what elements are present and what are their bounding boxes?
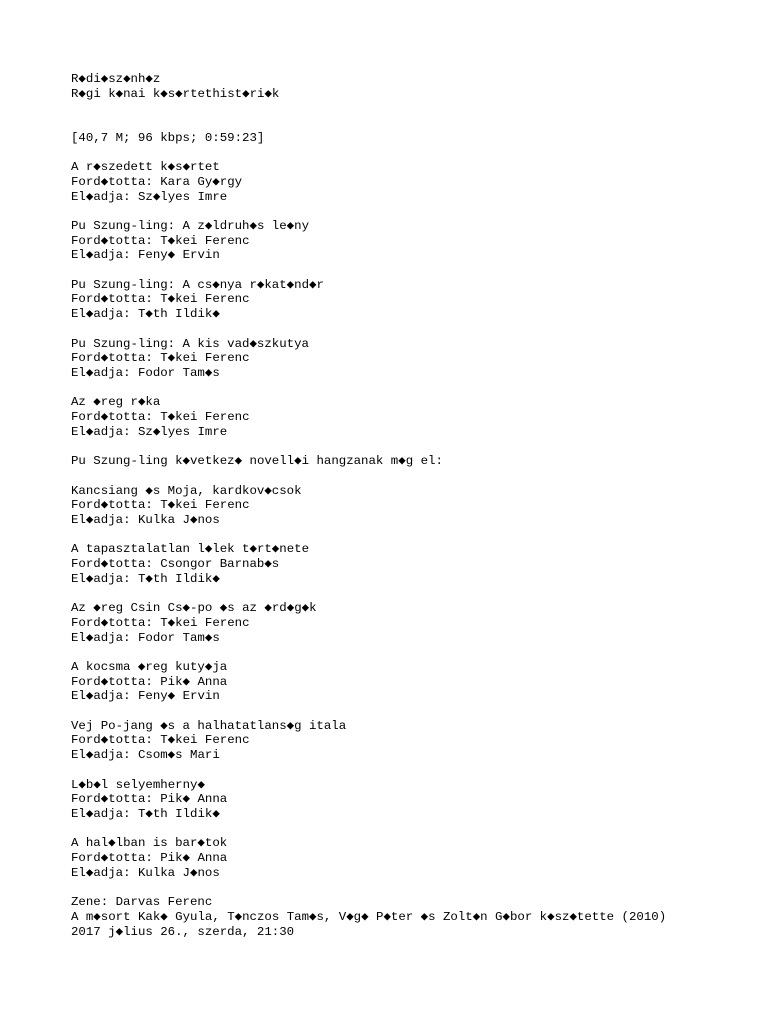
entry	[71, 778, 751, 822]
spacer	[71, 322, 751, 337]
entry	[71, 836, 751, 880]
entry-translator: Ford◆totta: T◆kei Ferenc	[71, 410, 250, 425]
entry-translator: Ford◆totta: T◆kei Ferenc	[71, 233, 250, 248]
entry-title: A hal◆lban is bar◆tok	[71, 836, 228, 851]
entry-title: Az ◆reg Csin Cs◆-po ◆s az ◆rd◆g◆k	[71, 601, 317, 616]
entry-translator: Ford◆totta: Pik◆ Anna	[71, 851, 228, 866]
spacer	[71, 204, 751, 219]
entry-performer: El◆adja: Feny◆ Ervin	[71, 248, 220, 263]
production-credits: A m◆sort Kak◆ Gyula, T◆nczos Tam◆s, V◆g◆ P◆ter ◆s Zolt◆n G◆bor k◆sz◆tette (2010)	[71, 909, 667, 924]
intro-text: Pu Szung-ling k◆vetkez◆ novell◆i hangzanak m◆g el:	[71, 454, 443, 469]
entry-performer: El◆adja: Kulka J◆nos	[71, 865, 220, 880]
entry	[71, 542, 751, 586]
file-info: [40,7 M; 96 kbps; 0:59:23]	[71, 130, 265, 145]
entry-title: Pu Szung-ling: A z◆ldruh◆s le◆ny	[71, 218, 310, 233]
entry-title: Pu Szung-ling: A cs◆nya r◆kat◆nd◆r	[71, 277, 324, 292]
music-credit: Zene: Darvas Ferenc	[71, 895, 213, 910]
entry-performer: El◆adja: Fodor Tam◆s	[71, 365, 220, 380]
spacer	[71, 381, 751, 396]
program-title: R◆di◆sz◆nh◆z	[71, 72, 161, 86]
entry-translator: Ford◆totta: T◆kei Ferenc	[71, 733, 250, 748]
entry-title: A kocsma ◆reg kuty◆ja	[71, 659, 228, 674]
entry-performer: El◆adja: Csom◆s Mari	[71, 748, 220, 763]
spacer	[71, 469, 751, 484]
document-page	[71, 72, 751, 939]
spacer	[71, 263, 751, 278]
entry-performer: El◆adja: Sz◆lyes Imre	[71, 189, 228, 204]
entry-translator: Ford◆totta: Pik◆ Anna	[71, 792, 228, 807]
entry-title: Vej Po-jang ◆s a halhatatlans◆g itala	[71, 718, 347, 733]
entry	[71, 719, 751, 763]
entry-title: Az ◆reg r◆ka	[71, 395, 161, 410]
spacer	[71, 763, 751, 778]
entry	[71, 160, 751, 204]
spacer	[71, 586, 751, 601]
entry	[71, 395, 751, 439]
spacer	[71, 439, 751, 454]
entry-translator: Ford◆totta: T◆kei Ferenc	[71, 615, 250, 630]
entry-performer: El◆adja: Fodor Tam◆s	[71, 630, 220, 645]
spacer	[71, 146, 751, 161]
entry-translator: Ford◆totta: T◆kei Ferenc	[71, 292, 250, 307]
entry-title: A tapasztalatlan l◆lek t◆rt◆nete	[71, 542, 310, 557]
spacer	[71, 822, 751, 837]
entry-translator: Ford◆totta: Kara Gy◆rgy	[71, 174, 243, 189]
broadcast-date: 2017 j◆lius 26., szerda, 21:30	[71, 924, 295, 939]
entry-translator: Ford◆totta: Csongor Barnab◆s	[71, 557, 280, 572]
footer	[71, 895, 751, 939]
entry-title: Pu Szung-ling: A kis vad◆szkutya	[71, 336, 309, 351]
spacer	[71, 704, 751, 719]
entry	[71, 601, 751, 645]
spacer	[71, 880, 751, 895]
entry-translator: Ford◆totta: T◆kei Ferenc	[71, 498, 250, 513]
entry	[71, 337, 751, 381]
entry-performer: El◆adja: T◆th Ildik◆	[71, 307, 220, 322]
entry-title: Kancsiang ◆s Moja, kardkov◆csok	[71, 483, 302, 498]
entry-performer: El◆adja: T◆th Ildik◆	[71, 571, 220, 586]
entry-performer: El◆adja: Kulka J◆nos	[71, 512, 220, 527]
entry-title: L◆b◆l selyemherny◆	[71, 777, 205, 792]
entry	[71, 278, 751, 322]
entry-list-a	[71, 160, 751, 439]
entry	[71, 219, 751, 263]
entry-list-b	[71, 484, 751, 881]
entry	[71, 660, 751, 704]
program-subtitle: R◆gi k◆nai k◆s◆rtethist◆ri◆k	[71, 86, 280, 101]
entry-performer: El◆adja: Sz◆lyes Imre	[71, 424, 228, 439]
entry-translator: Ford◆totta: Pik◆ Anna	[71, 674, 228, 689]
entry-performer: El◆adja: T◆th Ildik◆	[71, 806, 220, 821]
entry-performer: El◆adja: Feny◆ Ervin	[71, 689, 220, 704]
spacer	[71, 101, 751, 130]
spacer	[71, 645, 751, 660]
spacer	[71, 528, 751, 543]
entry-translator: Ford◆totta: T◆kei Ferenc	[71, 351, 250, 366]
entry	[71, 484, 751, 528]
entry-title: A r◆szedett k◆s◆rtet	[71, 160, 220, 175]
